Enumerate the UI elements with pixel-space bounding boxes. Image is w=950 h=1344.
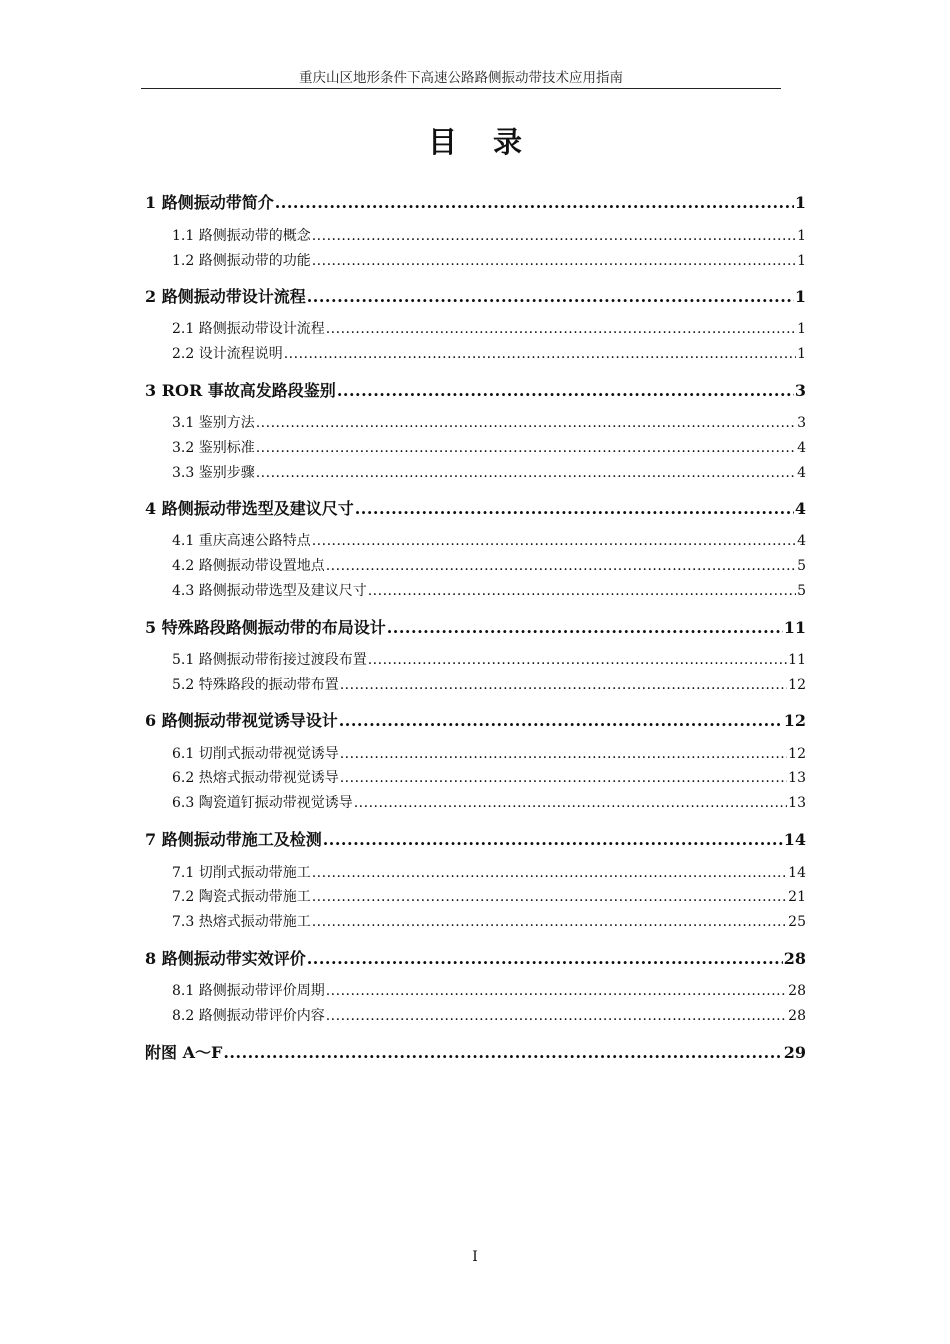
toc-entry-page: 4	[797, 440, 806, 456]
toc-entry-label: 附图 A～F	[145, 1043, 223, 1062]
toc-entry-page: 3	[797, 415, 806, 431]
toc-entry-page: 1	[797, 321, 806, 337]
toc-entry-page: 11	[788, 652, 806, 668]
toc-entry-page: 4	[794, 499, 806, 518]
toc-entry-page: 28	[788, 983, 806, 999]
toc-dot-leader	[326, 558, 796, 574]
toc-entry-label: 3 ROR 事故高发路段鉴别	[145, 381, 336, 400]
toc-dot-leader	[368, 652, 787, 668]
toc-dot-leader	[307, 949, 783, 968]
toc-entry-label: 5.1 路侧振动带衔接过渡段布置	[172, 652, 367, 668]
toc-section-entry[interactable]	[172, 343, 806, 363]
toc-entry-page: 25	[788, 914, 806, 930]
toc-dot-leader	[354, 795, 787, 811]
toc-entry-page: 13	[788, 795, 806, 811]
toc-entry-label: 6.2 热熔式振动带视觉诱导	[172, 770, 339, 786]
toc-entry-label: 5 特殊路段路侧振动带的布局设计	[145, 618, 386, 637]
toc-section-entry[interactable]	[172, 530, 806, 550]
toc-dot-leader	[326, 1008, 787, 1024]
toc-section-entry[interactable]	[172, 649, 806, 669]
toc-entry-label: 7 路侧振动带施工及检测	[145, 830, 322, 849]
toc-section-entry[interactable]	[172, 225, 806, 245]
toc-entry-page: 14	[788, 865, 806, 881]
toc-entry-label: 8.2 路侧振动带评价内容	[172, 1008, 325, 1024]
toc-section-entry[interactable]	[172, 318, 806, 338]
toc-entry-page: 21	[788, 889, 806, 905]
toc-dot-leader	[312, 228, 796, 244]
toc-section-entry[interactable]	[172, 412, 806, 432]
toc-section-entry[interactable]	[172, 437, 806, 457]
toc-dot-leader	[337, 381, 794, 400]
toc-section-entry[interactable]	[172, 792, 806, 812]
toc-dot-leader	[312, 865, 787, 881]
toc-section-entry[interactable]	[172, 580, 806, 600]
toc-chapter-entry[interactable]	[145, 946, 806, 969]
toc-entry-label: 5.2 特殊路段的振动带布置	[172, 677, 339, 693]
toc-entry-page: 14	[783, 830, 806, 849]
toc-dot-leader	[312, 889, 787, 905]
page-number: I	[472, 1249, 478, 1265]
toc-entry-page: 5	[797, 583, 806, 599]
toc-dot-leader	[340, 677, 787, 693]
toc-entry-label: 1.2 路侧振动带的功能	[172, 253, 311, 269]
toc-entry-page: 12	[788, 677, 806, 693]
toc-entry-page: 11	[783, 618, 806, 637]
toc-chapter-entry[interactable]	[145, 190, 806, 213]
toc-entry-label: 1.1 路侧振动带的概念	[172, 228, 311, 244]
toc-chapter-entry[interactable]	[145, 496, 806, 519]
toc-entry-page: 1	[797, 228, 806, 244]
toc-entry-page: 1	[794, 193, 806, 212]
toc-dot-leader	[326, 983, 787, 999]
toc-entry-page: 28	[783, 949, 806, 968]
toc-dot-leader	[326, 321, 796, 337]
toc-entry-page: 4	[797, 465, 806, 481]
toc-entry-label: 4.2 路侧振动带设置地点	[172, 558, 325, 574]
running-header: 重庆山区地形条件下高速公路路侧振动带技术应用指南	[299, 70, 623, 86]
toc-entry-label: 4 路侧振动带选型及建议尺寸	[145, 499, 354, 518]
toc-entry-label: 6.3 陶瓷道钉振动带视觉诱导	[172, 795, 353, 811]
toc-entry-label: 4.3 路侧振动带选型及建议尺寸	[172, 583, 367, 599]
toc-dot-leader	[284, 346, 796, 362]
toc-entry-label: 8.1 路侧振动带评价周期	[172, 983, 325, 999]
toc-section-entry[interactable]	[172, 767, 806, 787]
toc-entry-label: 7.2 陶瓷式振动带施工	[172, 889, 311, 905]
toc-dot-leader	[340, 770, 787, 786]
toc-dot-leader	[223, 1043, 782, 1062]
toc-section-entry[interactable]	[172, 250, 806, 270]
toc-dot-leader	[312, 253, 796, 269]
toc-entry-page: 1	[797, 253, 806, 269]
toc-dot-leader	[339, 711, 783, 730]
toc-entry-label: 4.1 重庆高速公路特点	[172, 533, 311, 549]
toc-chapter-entry[interactable]	[145, 708, 806, 731]
toc-entry-page: 28	[788, 1008, 806, 1024]
toc-entry-page: 1	[794, 287, 806, 306]
toc-entry-page: 4	[797, 533, 806, 549]
toc-entry-label: 1 路侧振动带简介	[145, 193, 274, 212]
page-title: 目录	[427, 125, 558, 159]
toc-entry-label: 3.3 鉴别步骤	[172, 465, 255, 481]
toc-entry-label: 2.1 路侧振动带设计流程	[172, 321, 325, 337]
toc-chapter-entry[interactable]	[145, 284, 806, 307]
toc-dot-leader	[355, 499, 794, 518]
header-rule	[141, 88, 781, 89]
toc-dot-leader	[275, 193, 794, 212]
toc-chapter-entry[interactable]	[145, 827, 806, 850]
toc-entry-label: 7.1 切削式振动带施工	[172, 865, 311, 881]
toc-entry-label: 3.1 鉴别方法	[172, 415, 255, 431]
toc-section-entry[interactable]	[172, 555, 806, 575]
toc-dot-leader	[256, 465, 796, 481]
toc-entry-page: 29	[783, 1043, 806, 1062]
toc-section-entry[interactable]	[172, 911, 806, 931]
toc-dot-leader	[312, 533, 796, 549]
toc-entry-label: 7.3 热熔式振动带施工	[172, 914, 311, 930]
toc-chapter-entry[interactable]	[145, 1040, 806, 1063]
toc-section-entry[interactable]	[172, 743, 806, 763]
toc-dot-leader	[256, 415, 796, 431]
toc-dot-leader	[323, 830, 783, 849]
toc-entry-page: 3	[794, 381, 806, 400]
toc-dot-leader	[368, 583, 796, 599]
toc-entry-label: 6.1 切削式振动带视觉诱导	[172, 746, 339, 762]
toc-dot-leader	[256, 440, 796, 456]
toc-entry-page: 5	[797, 558, 806, 574]
toc-entry-label: 2 路侧振动带设计流程	[145, 287, 306, 306]
toc-dot-leader	[307, 287, 794, 306]
toc-entry-label: 6 路侧振动带视觉诱导设计	[145, 711, 338, 730]
toc-section-entry[interactable]	[172, 886, 806, 906]
toc-section-entry[interactable]	[172, 462, 806, 482]
toc-entry-page: 13	[788, 770, 806, 786]
toc-entry-page: 12	[788, 746, 806, 762]
toc-dot-leader	[387, 618, 783, 637]
toc-section-entry[interactable]	[172, 862, 806, 882]
toc-entry-label: 8 路侧振动带实效评价	[145, 949, 306, 968]
toc-entry-label: 3.2 鉴别标准	[172, 440, 255, 456]
toc-dot-leader	[340, 746, 787, 762]
toc-dot-leader	[312, 914, 787, 930]
toc-section-entry[interactable]	[172, 1005, 806, 1025]
toc-entry-page: 1	[797, 346, 806, 362]
toc-chapter-entry[interactable]	[145, 378, 806, 401]
toc-entry-page: 12	[783, 711, 806, 730]
toc-chapter-entry[interactable]	[145, 615, 806, 638]
toc-section-entry[interactable]	[172, 674, 806, 694]
toc-entry-label: 2.2 设计流程说明	[172, 346, 283, 362]
toc-section-entry[interactable]	[172, 980, 806, 1000]
